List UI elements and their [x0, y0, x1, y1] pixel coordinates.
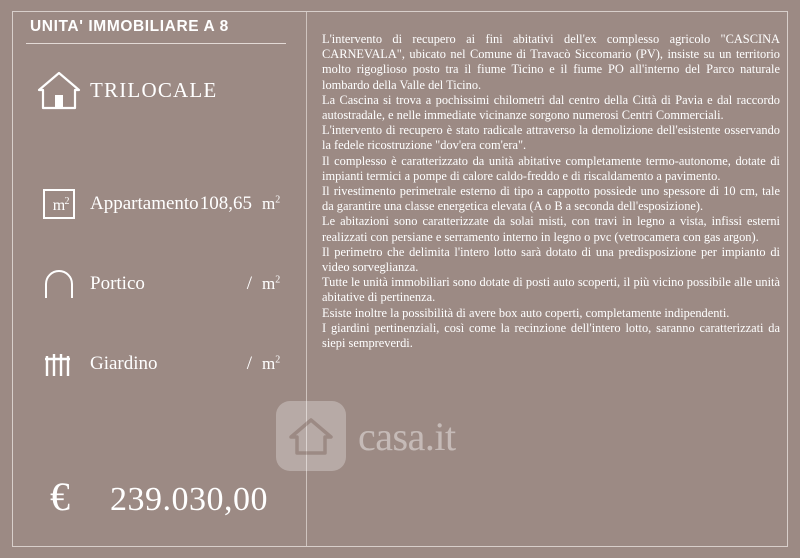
garden-row — [28, 338, 296, 390]
unit-type-row — [28, 64, 296, 116]
portico-row — [28, 258, 296, 310]
garden-fence-icon — [28, 338, 90, 390]
house-icon — [28, 64, 90, 116]
watermark-text: casa.it — [358, 413, 456, 459]
description-paragraph: L'intervento di recupero è stato radicale attraverso la demolizione dell'esistente osservando la fedele ricostruzione "dov'era com'era". — [322, 123, 780, 153]
description-paragraph: L'intervento di recupero ai fini abitativi dell'ex complesso agricolo "CASCINA CARNEVALA", ubicato nel Comune di Travacò Siccomario (PV), insiste su un territorio molto rigoglioso posto tra il fiume Ticino e il fiume PO all'interno del Parco naturale lombardo della Valle del Ticino. — [322, 32, 780, 92]
portico-unit: $m^2$ — [262, 274, 281, 293]
svg-text:m: m — [52, 197, 66, 214]
apartment-row — [28, 178, 296, 230]
garden-value: / — [246, 353, 252, 374]
description-paragraph: I giardini pertinenziali, così come la recinzione dell'intero lotto, saranno caratterizzati da siepi sempreverdi. — [322, 320, 780, 351]
description-column — [322, 32, 780, 532]
price-row — [50, 473, 268, 520]
portico-unit-exponent: 2 — [275, 274, 281, 286]
description-paragraph: Il complesso è caratterizzato da unità abitative completamente termo-autonome, dotate di impianti termici a pompe di calore caldo-freddo e di riscaldamento a pavimento. — [322, 153, 780, 183]
price-value: 239.030,00 — [110, 481, 268, 518]
floorplan-sqm-icon — [28, 178, 90, 230]
column-divider — [306, 12, 307, 546]
description-paragraph: Il rivestimento perimetrale esterno di tipo a cappotto possiede uno spessore di 10 cm, tale da garantire una classe energetica elevata (A o B a seconda dell'esposizione). — [322, 184, 780, 214]
apartment-unit-exponent: 2 — [275, 194, 281, 206]
title-rule — [26, 43, 286, 44]
svg-text:2: 2 — [64, 196, 70, 207]
description-paragraph: La Cascina si trova a pochissimi chilometri dal centro della Città di Pavia e dal raccordo autostradale, e nelle immediate vicinanze sorgono numerosi Centri Commerciali. — [322, 92, 780, 123]
apartment-unit: $m^2$ — [262, 194, 281, 213]
euro-sign: € — [50, 474, 70, 519]
garden-unit: $m^2$ — [262, 354, 281, 373]
description-paragraph: Esiste inoltre la possibilità di avere box auto coperti, completamente indipendenti. — [322, 305, 730, 320]
description-paragraph: Le abitazioni sono caratterizzate da solai misti, con travi in legno a vista, infissi esterni realizzati con persiane e serramento interno in legno o pvc (vetrocamera con gas argon). — [322, 214, 780, 244]
description-paragraph: Tutte le unità immobiliari sono dotate di posti auto scoperti, il più vicino possibile alle unità abitative di pertinenza. — [322, 275, 780, 305]
portico-label: Portico — [90, 273, 145, 294]
apartment-label: Appartamento — [90, 193, 199, 214]
summary-column — [24, 18, 296, 538]
portico-value: / — [246, 273, 252, 294]
arch-portico-icon — [28, 258, 90, 310]
unit-type-label: TRILOCALE — [90, 77, 218, 102]
garden-label: Giardino — [90, 353, 158, 374]
garden-unit-exponent: 2 — [275, 354, 281, 366]
page-title: UNITA' IMMOBILIARE A 8 — [30, 18, 229, 35]
apartment-value: 108,65 — [199, 193, 252, 214]
description-paragraph: Il perimetro che delimita l'intero lotto sarà dotato di una predisposizione per impianto di video sorveglianza. — [322, 244, 780, 275]
